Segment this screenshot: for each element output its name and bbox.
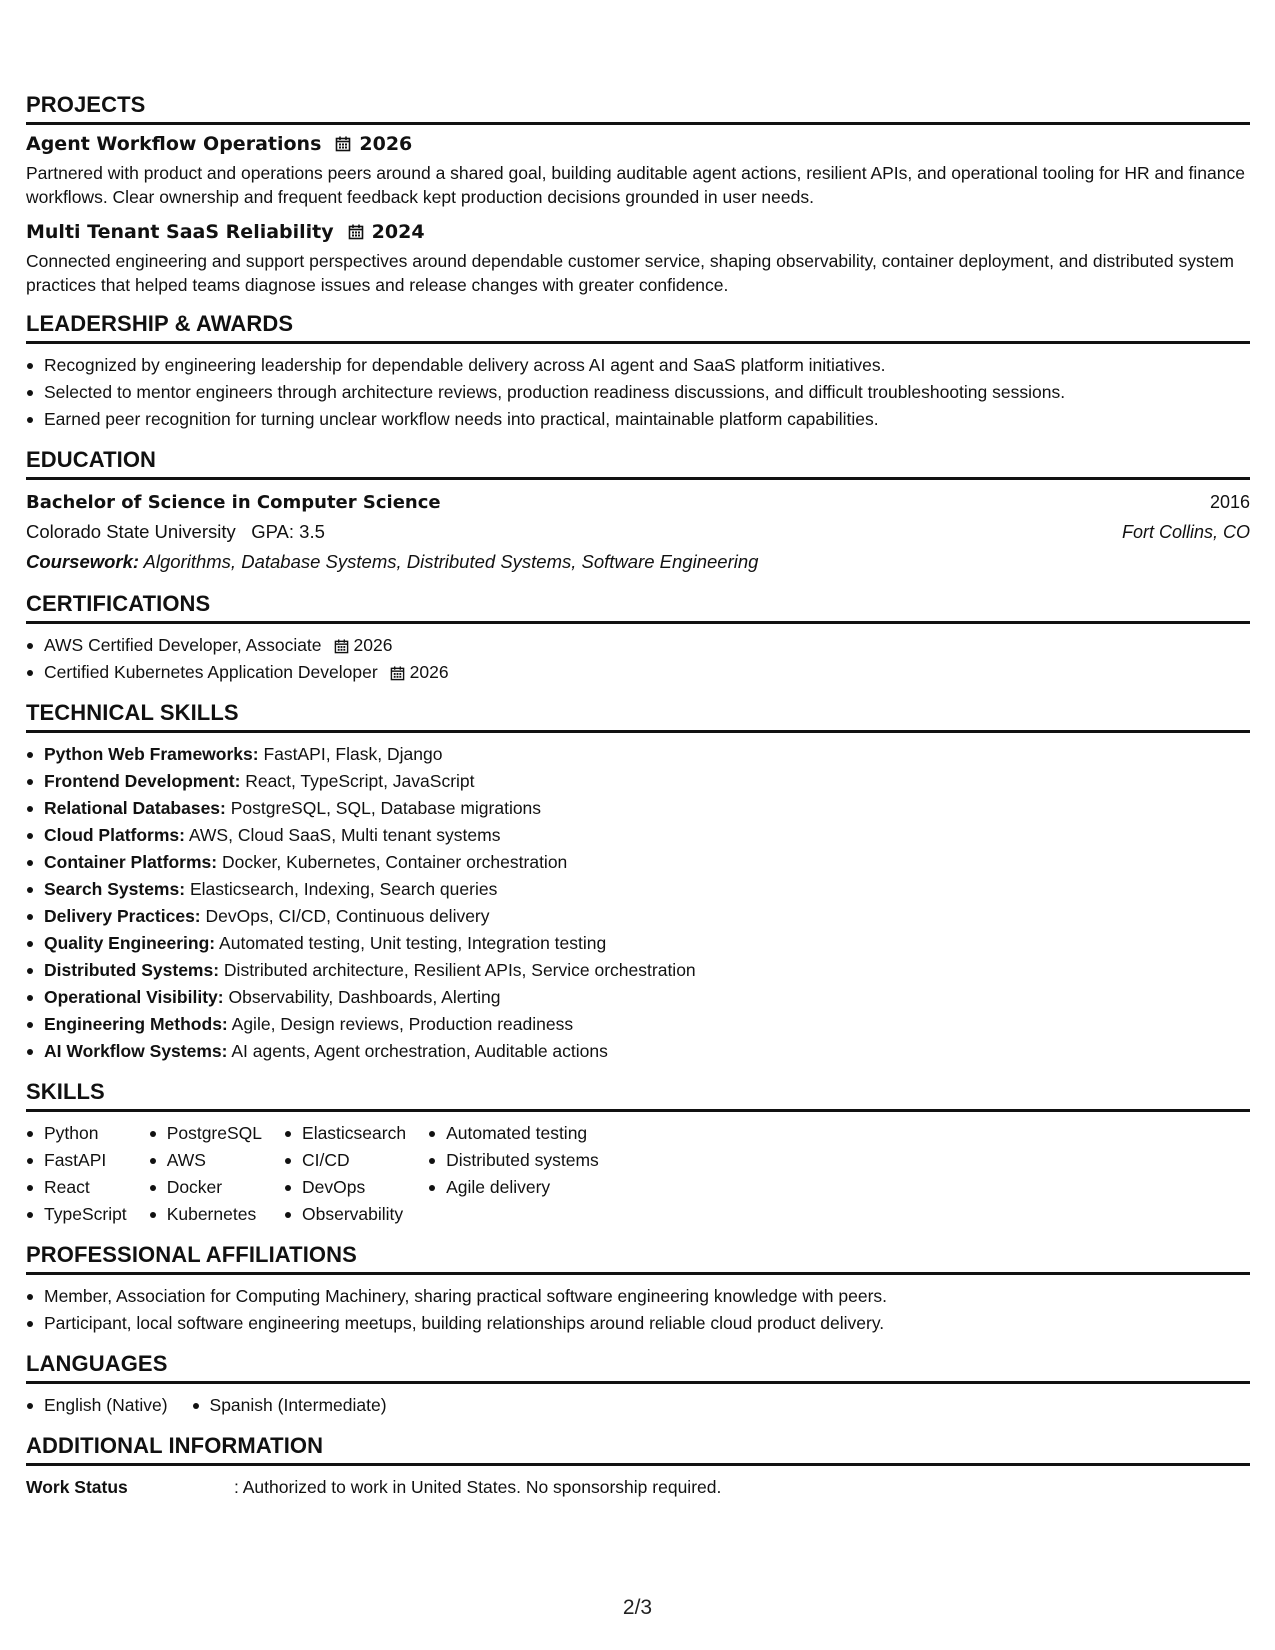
certification-item xyxy=(44,632,1250,659)
project-item xyxy=(26,221,1250,297)
skill-label: Container Platforms: xyxy=(44,852,218,872)
skill-item: Agile delivery xyxy=(446,1174,599,1201)
certification-name: AWS Certified Developer, Associate xyxy=(44,635,322,655)
list-item: Member, Association for Computing Machinery, sharing practical software engineering knowledge with peers. xyxy=(44,1283,1250,1310)
leadership-section xyxy=(26,311,1250,433)
school-name: Colorado State University xyxy=(26,521,236,542)
work-status-label: Work Status xyxy=(26,1477,128,1497)
skill-row xyxy=(44,741,1250,768)
section-title: LEADERSHIP & AWARDS xyxy=(26,311,1250,344)
skill-value: DevOps, CI/CD, Continuous delivery xyxy=(205,906,490,926)
skill-item: Docker xyxy=(167,1174,262,1201)
skill-value: AI agents, Agent orchestration, Auditable actions xyxy=(231,1041,608,1061)
skill-value: Observability, Dashboards, Alerting xyxy=(228,987,501,1007)
project-title: Multi Tenant SaaS Reliability xyxy=(26,221,334,243)
skill-item: Observability xyxy=(302,1201,406,1228)
skill-value: React, TypeScript, JavaScript xyxy=(245,771,475,791)
certification-year: 2026 xyxy=(409,662,449,682)
language-item: Spanish (Intermediate) xyxy=(210,1392,387,1419)
skill-label: Delivery Practices: xyxy=(44,906,201,926)
certification-name: Certified Kubernetes Application Developer xyxy=(44,662,378,682)
calendar-icon xyxy=(348,224,364,240)
skill-value: Automated testing, Unit testing, Integration testing xyxy=(219,933,607,953)
affiliations-section xyxy=(26,1242,1250,1337)
skill-item: Elasticsearch xyxy=(302,1120,406,1147)
skill-item: DevOps xyxy=(302,1174,406,1201)
skill-row xyxy=(44,957,1250,984)
section-title: PROFESSIONAL AFFILIATIONS xyxy=(26,1242,1250,1275)
skill-row xyxy=(44,768,1250,795)
skill-label: Cloud Platforms: xyxy=(44,825,185,845)
skill-value: Distributed architecture, Resilient APIs, Service orchestration xyxy=(223,960,696,980)
list-item: Selected to mentor engineers through architecture reviews, production readiness discussions, and difficult troubleshooting sessions. xyxy=(44,379,1250,406)
skill-value: Elasticsearch, Indexing, Search queries xyxy=(189,879,498,899)
skills-column xyxy=(428,1120,599,1228)
project-year: 2024 xyxy=(371,221,425,243)
skill-item: Python xyxy=(44,1120,127,1147)
additional-section xyxy=(26,1433,1250,1500)
skills-column xyxy=(284,1120,406,1228)
section-title: PROJECTS xyxy=(26,92,1250,125)
skill-value: AWS, Cloud SaaS, Multi tenant systems xyxy=(188,825,501,845)
skills-column xyxy=(26,1120,127,1228)
section-title: EDUCATION xyxy=(26,447,1250,480)
language-item: English (Native) xyxy=(44,1392,168,1419)
skill-item: AWS xyxy=(167,1147,262,1174)
project-description: Connected engineering and support perspectives around dependable customer service, shaping observability, container deployment, and distributed system practices that helped teams diagnose issues and release changes with greater confidence. xyxy=(26,251,1234,295)
skills-column xyxy=(149,1120,262,1228)
coursework: Algorithms, Database Systems, Distributed Systems, Software Engineering xyxy=(143,551,759,572)
skill-value: Docker, Kubernetes, Container orchestration xyxy=(221,852,568,872)
gpa: GPA: 3.5 xyxy=(251,521,325,542)
project-description: Partnered with product and operations peers around a shared goal, building auditable agent actions, resilient APIs, and operational tooling for HR and finance workflows. Clear ownership and frequent feedback kept production decisions grounded in user needs. xyxy=(26,163,1245,207)
technical-skills-section xyxy=(26,700,1250,1065)
section-title: LANGUAGES xyxy=(26,1351,1250,1384)
skill-label: Frontend Development: xyxy=(44,771,241,791)
skill-label: Distributed Systems: xyxy=(44,960,220,980)
list-item: Recognized by engineering leadership for dependable delivery across AI agent and SaaS platform initiatives. xyxy=(44,352,1250,379)
graduation-year: 2016 xyxy=(1209,492,1250,512)
certification-year: 2026 xyxy=(353,635,393,655)
certifications-section xyxy=(26,591,1250,686)
skills-section xyxy=(26,1079,1250,1228)
skill-label: Quality Engineering: xyxy=(44,933,216,953)
skill-row xyxy=(44,849,1250,876)
list-item: Earned peer recognition for turning unclear workflow needs into practical, maintainable platform capabilities. xyxy=(44,406,1250,433)
skill-row xyxy=(44,795,1250,822)
skill-row xyxy=(44,822,1250,849)
skill-label: Relational Databases: xyxy=(44,798,226,818)
skill-item: Kubernetes xyxy=(167,1201,262,1228)
skill-item: PostgreSQL xyxy=(167,1120,262,1147)
project-year: 2026 xyxy=(359,133,413,155)
calendar-icon xyxy=(335,136,351,152)
school-location: Fort Collins, CO xyxy=(1121,522,1250,542)
skill-item: React xyxy=(44,1174,127,1201)
skill-row xyxy=(44,903,1250,930)
skill-item: CI/CD xyxy=(302,1147,406,1174)
skill-row xyxy=(44,1038,1250,1065)
skill-row xyxy=(44,984,1250,1011)
languages-section xyxy=(26,1351,1250,1419)
skill-value: PostgreSQL, SQL, Database migrations xyxy=(230,798,542,818)
skill-item: TypeScript xyxy=(44,1201,127,1228)
certification-item xyxy=(44,659,1250,686)
section-title: TECHNICAL SKILLS xyxy=(26,700,1250,733)
section-title: CERTIFICATIONS xyxy=(26,591,1250,624)
skill-item: Distributed systems xyxy=(446,1147,599,1174)
list-item: Participant, local software engineering meetups, building relationships around reliable cloud product delivery. xyxy=(44,1310,1250,1337)
skill-row xyxy=(44,930,1250,957)
section-title: ADDITIONAL INFORMATION xyxy=(26,1433,1250,1466)
coursework-label: Coursework: xyxy=(26,551,140,572)
skill-label: Search Systems: xyxy=(44,879,186,899)
skill-row xyxy=(44,876,1250,903)
education-section xyxy=(26,447,1250,577)
skill-label: AI Workflow Systems: xyxy=(44,1041,228,1061)
skill-label: Python Web Frameworks: xyxy=(44,744,259,764)
degree: Bachelor of Science in Computer Science xyxy=(26,492,441,513)
work-status-value: : Authorized to work in United States. No sponsorship required. xyxy=(234,1477,722,1497)
skill-value: Agile, Design reviews, Production readiness xyxy=(231,1014,574,1034)
calendar-icon xyxy=(334,639,349,654)
projects-section xyxy=(26,92,1250,297)
project-title: Agent Workflow Operations xyxy=(26,133,322,155)
section-title: SKILLS xyxy=(26,1079,1250,1112)
calendar-icon xyxy=(390,666,405,681)
skill-label: Engineering Methods: xyxy=(44,1014,228,1034)
page-number: 2/3 xyxy=(622,1596,653,1619)
resume-page xyxy=(26,92,1250,1514)
skill-value: FastAPI, Flask, Django xyxy=(263,744,443,764)
skill-label: Operational Visibility: xyxy=(44,987,224,1007)
project-item xyxy=(26,133,1250,209)
skill-item: FastAPI xyxy=(44,1147,127,1174)
skill-row xyxy=(44,1011,1250,1038)
skill-item: Automated testing xyxy=(446,1120,599,1147)
